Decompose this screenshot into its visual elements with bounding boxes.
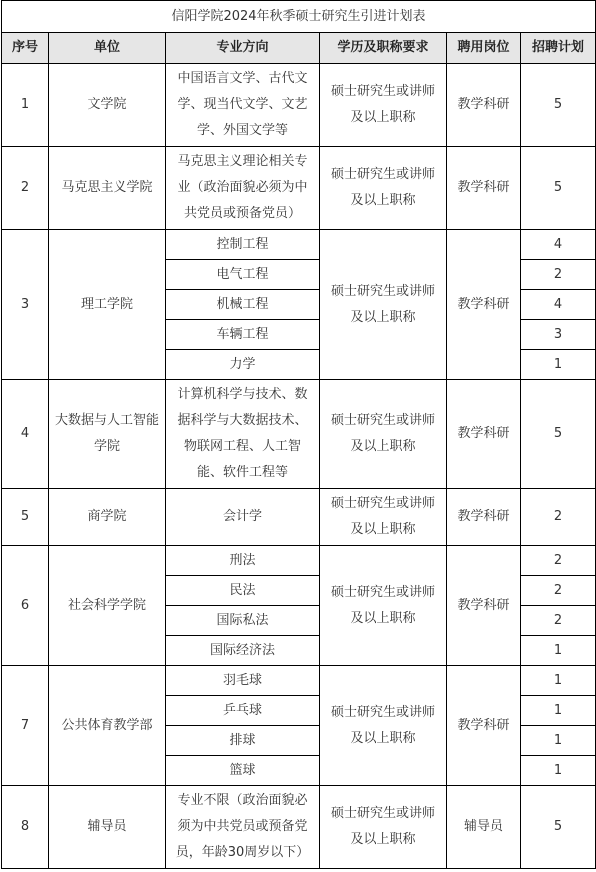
major-name: 乒乓球 bbox=[166, 696, 320, 726]
major-name: 马克思主义理论相关专业（政治面貌必须为中共党员或预备党员） bbox=[166, 147, 320, 230]
table-body bbox=[2, 64, 596, 869]
table-row bbox=[2, 546, 596, 576]
header-unit: 单位 bbox=[49, 33, 166, 64]
major-name: 力学 bbox=[166, 350, 320, 380]
requirement: 硕士研究生或讲师及以上职称 bbox=[320, 786, 447, 869]
major-name: 刑法 bbox=[166, 546, 320, 576]
major-name: 车辆工程 bbox=[166, 320, 320, 350]
plan-count: 2 bbox=[521, 576, 596, 606]
plan-count: 3 bbox=[521, 320, 596, 350]
table-row bbox=[2, 64, 596, 147]
row-number: 4 bbox=[2, 380, 49, 489]
requirement: 硕士研究生或讲师及以上职称 bbox=[320, 380, 447, 489]
plan-count: 5 bbox=[521, 64, 596, 147]
post-name: 教学科研 bbox=[447, 147, 521, 230]
major-name: 专业不限（政治面貌必须为中共党员或预备党员，年龄30周岁以下） bbox=[166, 786, 320, 869]
plan-count: 2 bbox=[521, 606, 596, 636]
table-row bbox=[2, 666, 596, 696]
major-name: 计算机科学与技术、数据科学与大数据技术、物联网工程、人工智能、软件工程等 bbox=[166, 380, 320, 489]
unit-name: 马克思主义学院 bbox=[49, 147, 166, 230]
plan-count: 1 bbox=[521, 636, 596, 666]
major-name: 中国语言文学、古代文学、现当代文学、文艺学、外国文学等 bbox=[166, 64, 320, 147]
plan-count: 1 bbox=[521, 666, 596, 696]
post-name: 教学科研 bbox=[447, 380, 521, 489]
plan-count: 2 bbox=[521, 489, 596, 546]
plan-count: 5 bbox=[521, 786, 596, 869]
header-plan: 招聘计划 bbox=[521, 33, 596, 64]
header-major: 专业方向 bbox=[166, 33, 320, 64]
table-row bbox=[2, 380, 596, 489]
major-name: 机械工程 bbox=[166, 290, 320, 320]
plan-count: 5 bbox=[521, 147, 596, 230]
recruitment-table bbox=[1, 0, 596, 869]
row-number: 7 bbox=[2, 666, 49, 786]
plan-count: 1 bbox=[521, 696, 596, 726]
requirement: 硕士研究生或讲师及以上职称 bbox=[320, 666, 447, 786]
row-number: 1 bbox=[2, 64, 49, 147]
major-name: 羽毛球 bbox=[166, 666, 320, 696]
requirement: 硕士研究生或讲师及以上职称 bbox=[320, 147, 447, 230]
row-number: 8 bbox=[2, 786, 49, 869]
major-name: 会计学 bbox=[166, 489, 320, 546]
plan-count: 4 bbox=[521, 290, 596, 320]
plan-count: 4 bbox=[521, 230, 596, 260]
header-no: 序号 bbox=[2, 33, 49, 64]
plan-count: 1 bbox=[521, 756, 596, 786]
post-name: 教学科研 bbox=[447, 666, 521, 786]
major-name: 控制工程 bbox=[166, 230, 320, 260]
unit-name: 文学院 bbox=[49, 64, 166, 147]
unit-name: 公共体育教学部 bbox=[49, 666, 166, 786]
requirement: 硕士研究生或讲师及以上职称 bbox=[320, 546, 447, 666]
major-name: 民法 bbox=[166, 576, 320, 606]
row-number: 3 bbox=[2, 230, 49, 380]
post-name: 教学科研 bbox=[447, 230, 521, 380]
requirement: 硕士研究生或讲师及以上职称 bbox=[320, 64, 447, 147]
plan-count: 2 bbox=[521, 260, 596, 290]
unit-name: 大数据与人工智能学院 bbox=[49, 380, 166, 489]
post-name: 辅导员 bbox=[447, 786, 521, 869]
post-name: 教学科研 bbox=[447, 546, 521, 666]
post-name: 教学科研 bbox=[447, 489, 521, 546]
plan-count: 1 bbox=[521, 350, 596, 380]
major-name: 国际私法 bbox=[166, 606, 320, 636]
unit-name: 社会科学学院 bbox=[49, 546, 166, 666]
table-row bbox=[2, 786, 596, 869]
header-post: 聘用岗位 bbox=[447, 33, 521, 64]
recruitment-plan bbox=[1, 0, 595, 869]
table-row bbox=[2, 230, 596, 260]
table-title: 信阳学院2024年秋季硕士研究生引进计划表 bbox=[2, 1, 596, 33]
row-number: 2 bbox=[2, 147, 49, 230]
header-requirement: 学历及职称要求 bbox=[320, 33, 447, 64]
unit-name: 辅导员 bbox=[49, 786, 166, 869]
unit-name: 理工学院 bbox=[49, 230, 166, 380]
requirement: 硕士研究生或讲师及以上职称 bbox=[320, 230, 447, 380]
post-name: 教学科研 bbox=[447, 64, 521, 147]
unit-name: 商学院 bbox=[49, 489, 166, 546]
plan-count: 2 bbox=[521, 546, 596, 576]
plan-count: 5 bbox=[521, 380, 596, 489]
major-name: 国际经济法 bbox=[166, 636, 320, 666]
major-name: 电气工程 bbox=[166, 260, 320, 290]
table-row bbox=[2, 147, 596, 230]
major-name: 排球 bbox=[166, 726, 320, 756]
major-name: 篮球 bbox=[166, 756, 320, 786]
row-number: 5 bbox=[2, 489, 49, 546]
row-number: 6 bbox=[2, 546, 49, 666]
plan-count: 1 bbox=[521, 726, 596, 756]
requirement: 硕士研究生或讲师及以上职称 bbox=[320, 489, 447, 546]
table-row bbox=[2, 489, 596, 546]
